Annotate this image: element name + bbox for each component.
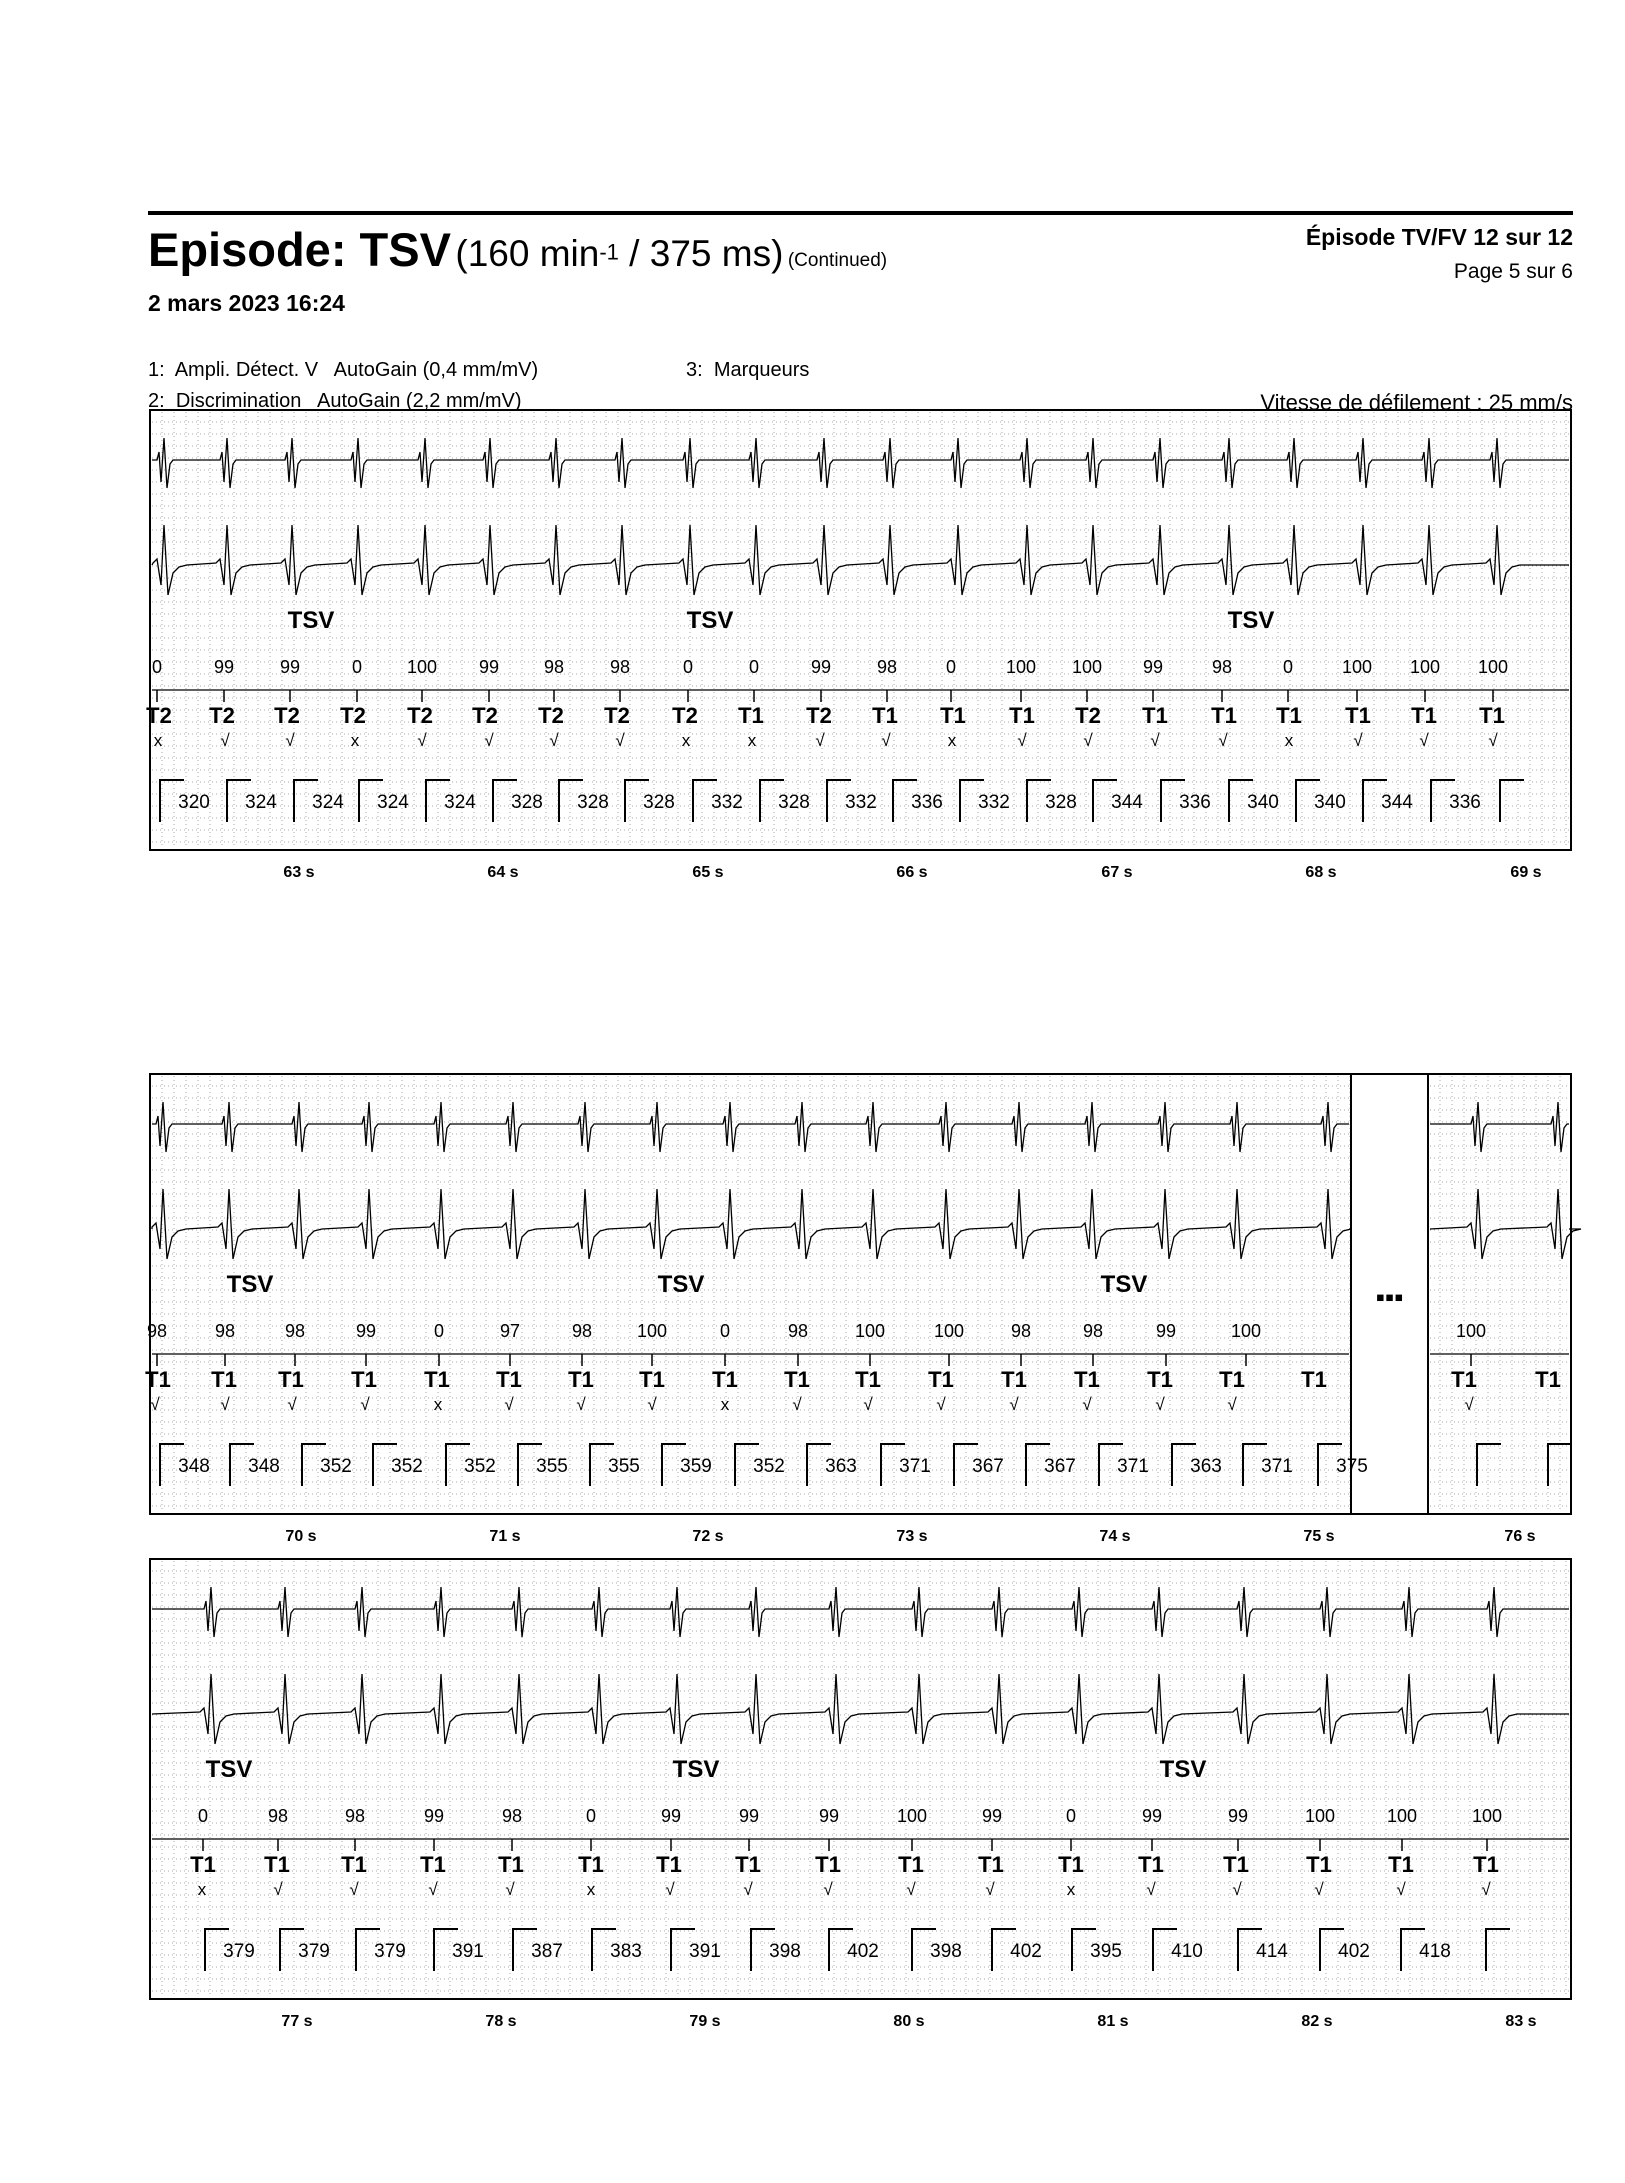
interval-value: 379 [223, 1941, 255, 1962]
time-label: 75 s [1303, 1528, 1335, 1545]
beat-marker: T1 [1001, 1367, 1027, 1392]
beat-check: x [747, 731, 757, 750]
beat-check: √ [1481, 1880, 1491, 1899]
beat-marker: T1 [898, 1852, 924, 1877]
beat-check: √ [1146, 1880, 1156, 1899]
beat-check: √ [815, 731, 825, 750]
ecg-strip-2 [0, 1074, 1625, 1554]
interval-value: 398 [930, 1941, 962, 1962]
beat-marker: T1 [1276, 703, 1302, 728]
time-label: 74 s [1099, 1528, 1131, 1545]
beat-check: √ [615, 731, 625, 750]
interval-value: 328 [511, 792, 543, 813]
title-rate: (160 min [455, 233, 600, 274]
beat-check: √ [417, 731, 427, 750]
time-label: 67 s [1101, 864, 1133, 881]
time-label: 72 s [692, 1528, 724, 1545]
beat-marker: T1 [498, 1852, 524, 1877]
beat-check: √ [1464, 1395, 1474, 1414]
beat-marker: T1 [1219, 1367, 1245, 1392]
interval-value: 352 [464, 1456, 496, 1477]
percent-label: 99 [355, 1321, 377, 1341]
percent-label: 100 [896, 1806, 928, 1826]
beat-marker: T2 [274, 703, 300, 728]
beat-marker: T1 [815, 1852, 841, 1877]
percent-label: 98 [146, 1321, 168, 1341]
interval-value: 336 [1449, 792, 1481, 813]
beat-check: √ [360, 1395, 370, 1414]
beat-marker: T1 [1223, 1852, 1249, 1877]
beat-marker: T1 [1301, 1367, 1327, 1392]
percent-label: 98 [876, 657, 898, 677]
percent-label: 100 [1304, 1806, 1336, 1826]
beat-marker: T1 [738, 703, 764, 728]
beat-marker: T1 [1211, 703, 1237, 728]
title-prefix: Episode: TSV [148, 223, 451, 276]
beat-check: x [153, 731, 163, 750]
title-continued: (Continued) [787, 250, 888, 271]
interval-value: 414 [1256, 1941, 1288, 1962]
time-label: 68 s [1305, 864, 1337, 881]
beat-check: √ [881, 731, 891, 750]
episode-count: Épisode TV/FV 12 sur 12 [1305, 224, 1573, 250]
percent-label: 98 [1082, 1321, 1104, 1341]
beat-marker: T1 [1074, 1367, 1100, 1392]
time-label: 78 s [485, 2013, 517, 2030]
percent-label: 100 [1409, 657, 1441, 677]
percent-label: 0 [197, 1806, 209, 1826]
interval-value: 340 [1314, 792, 1346, 813]
beat-check: √ [285, 731, 295, 750]
time-label: 64 s [487, 864, 519, 881]
beat-check: √ [863, 1395, 873, 1414]
ecg-grid [152, 412, 1569, 848]
rhythm-label: TSV [205, 1756, 253, 1783]
beat-marker: T1 [190, 1852, 216, 1877]
interval-value: 324 [312, 792, 344, 813]
beat-check: √ [665, 1880, 675, 1899]
beat-check: √ [1009, 1395, 1019, 1414]
rhythm-label: TSV [1159, 1756, 1207, 1783]
percent-label: 98 [543, 657, 565, 677]
time-label: 81 s [1097, 2013, 1129, 2030]
percent-label: 100 [1005, 657, 1037, 677]
percent-label: 98 [787, 1321, 809, 1341]
percent-label: 97 [499, 1321, 521, 1341]
percent-label: 99 [1227, 1806, 1249, 1826]
rhythm-label: TSV [686, 607, 734, 634]
episode-title [148, 223, 888, 276]
beat-check: √ [428, 1880, 438, 1899]
interval-value: 387 [531, 1941, 563, 1962]
percent-label: 100 [636, 1321, 668, 1341]
interval-value: 410 [1171, 1941, 1203, 1962]
percent-label: 98 [501, 1806, 523, 1826]
beat-marker: T1 [1535, 1367, 1561, 1392]
beat-check: √ [273, 1880, 283, 1899]
strip-frame [150, 1074, 1571, 1514]
percent-label: 0 [1065, 1806, 1077, 1826]
percent-label: 98 [1211, 657, 1233, 677]
percent-label: 98 [267, 1806, 289, 1826]
interval-value: 402 [1010, 1941, 1042, 1962]
interval-value: 328 [643, 792, 675, 813]
interval-value: 379 [298, 1941, 330, 1962]
interval-value: 363 [825, 1456, 857, 1477]
time-label: 63 s [283, 864, 315, 881]
beat-check: √ [484, 731, 494, 750]
ecg-strip-1 [0, 410, 1625, 890]
percent-label: 98 [214, 1321, 236, 1341]
beat-marker: T1 [1345, 703, 1371, 728]
percent-label: 0 [719, 1321, 731, 1341]
beat-marker: T1 [341, 1852, 367, 1877]
header-rule [148, 211, 1573, 215]
beat-check: x [1284, 731, 1294, 750]
beat-marker: T1 [1306, 1852, 1332, 1877]
interval-value: 402 [1338, 1941, 1370, 1962]
strip-frame [150, 1559, 1571, 1999]
percent-label: 99 [981, 1806, 1003, 1826]
beat-marker: T1 [1142, 703, 1168, 728]
scroll-speed: Vitesse de défilement : 25 mm/s [1260, 390, 1573, 415]
percent-label: 100 [1477, 657, 1509, 677]
ecg-strip-3 [0, 1559, 1625, 2039]
ecg-trace-channel-2 [152, 1674, 1569, 1744]
beat-check: √ [349, 1880, 359, 1899]
beat-marker: T2 [209, 703, 235, 728]
beat-marker: T1 [278, 1367, 304, 1392]
percent-label: 99 [213, 657, 235, 677]
channel-3-name: Marqueurs [713, 359, 810, 381]
percent-label: 99 [818, 1806, 840, 1826]
beat-marker: T1 [940, 703, 966, 728]
interval-value: 348 [248, 1456, 280, 1477]
beat-check: √ [1017, 731, 1027, 750]
beat-marker: T1 [639, 1367, 665, 1392]
percent-label: 99 [478, 657, 500, 677]
beat-marker: T1 [1058, 1852, 1084, 1877]
beat-marker: T1 [1147, 1367, 1173, 1392]
beat-check: √ [1419, 731, 1429, 750]
beat-marker: T1 [264, 1852, 290, 1877]
beat-marker: T2 [806, 703, 832, 728]
percent-label: 0 [351, 657, 363, 677]
beat-check: x [350, 731, 360, 750]
beat-marker: T1 [855, 1367, 881, 1392]
beat-marker: T1 [1138, 1852, 1164, 1877]
interval-value: 336 [911, 792, 943, 813]
channel-2-gain: AutoGain (2,2 mm/mV) [316, 390, 522, 412]
beat-marker: T1 [420, 1852, 446, 1877]
beat-marker: T2 [672, 703, 698, 728]
time-label: 76 s [1504, 1528, 1536, 1545]
beat-check: x [720, 1395, 730, 1414]
channel-2-name: Discrimination [175, 390, 302, 412]
interval-value: 418 [1419, 1941, 1451, 1962]
beat-check: √ [823, 1880, 833, 1899]
beat-marker: T2 [407, 703, 433, 728]
page-number: Page 5 sur 6 [1453, 260, 1573, 283]
beat-check: √ [1488, 731, 1498, 750]
time-label: 65 s [692, 864, 724, 881]
channel-1-number: 1: [148, 359, 165, 381]
time-label: 79 s [689, 2013, 721, 2030]
episode-date: 2 mars 2023 16:24 [148, 290, 345, 316]
interval-value: 332 [845, 792, 877, 813]
beat-marker: T1 [1009, 703, 1035, 728]
percent-label: 99 [738, 1806, 760, 1826]
beat-check: √ [220, 731, 230, 750]
beat-marker: T2 [604, 703, 630, 728]
rhythm-label: TSV [1227, 607, 1275, 634]
channel-3-legend [686, 359, 809, 382]
channel-2-number: 2: [148, 390, 165, 412]
percent-label: 0 [682, 657, 694, 677]
interval-value: 348 [178, 1456, 210, 1477]
beat-marker: T2 [340, 703, 366, 728]
interval-value: 328 [577, 792, 609, 813]
interval-value: 336 [1179, 792, 1211, 813]
interval-value: 340 [1247, 792, 1279, 813]
beat-check: x [197, 1880, 207, 1899]
interval-value: 355 [536, 1456, 568, 1477]
interval-value: 375 [1336, 1456, 1368, 1477]
beat-marker: T1 [784, 1367, 810, 1392]
rhythm-label: TSV [287, 607, 335, 634]
beat-marker: T1 [656, 1852, 682, 1877]
time-label: 71 s [489, 1528, 521, 1545]
beat-marker: T1 [578, 1852, 604, 1877]
interval-bracket [1477, 1444, 1501, 1486]
beat-marker: T1 [928, 1367, 954, 1392]
time-label: 73 s [896, 1528, 928, 1545]
interval-value: 391 [689, 1941, 721, 1962]
percent-label: 99 [660, 1806, 682, 1826]
beat-check: x [433, 1395, 443, 1414]
rhythm-label: TSV [672, 1756, 720, 1783]
beat-check: √ [792, 1395, 802, 1414]
ecg-trace-channel-2 [152, 525, 1569, 595]
beat-check: √ [906, 1880, 916, 1899]
interval-value: 324 [377, 792, 409, 813]
interval-value: 367 [1044, 1456, 1076, 1477]
beat-check: √ [1155, 1395, 1165, 1414]
interval-value: 344 [1111, 792, 1143, 813]
interval-value: 352 [320, 1456, 352, 1477]
interval-value: 328 [1045, 792, 1077, 813]
beat-check: √ [1232, 1880, 1242, 1899]
percent-label: 99 [810, 657, 832, 677]
percent-label: 0 [945, 657, 957, 677]
interval-value: 363 [1190, 1456, 1222, 1477]
interval-value: 355 [608, 1456, 640, 1477]
rhythm-label: TSV [657, 1271, 705, 1298]
beat-marker: T1 [1473, 1852, 1499, 1877]
interval-value: 324 [444, 792, 476, 813]
beat-marker: T2 [472, 703, 498, 728]
beat-marker: T1 [351, 1367, 377, 1392]
interval-value: 402 [847, 1941, 879, 1962]
interval-value: 367 [972, 1456, 1004, 1477]
interval-value: 332 [711, 792, 743, 813]
percent-label: 98 [609, 657, 631, 677]
percent-label: 100 [1071, 657, 1103, 677]
time-label: 83 s [1505, 2013, 1537, 2030]
time-label: 82 s [1301, 2013, 1333, 2030]
percent-label: 99 [1142, 657, 1164, 677]
beat-check: √ [150, 1395, 160, 1414]
ecg-trace-channel-2 [1430, 1189, 1581, 1259]
interval-value: 328 [778, 792, 810, 813]
beat-check: √ [1314, 1880, 1324, 1899]
time-label: 80 s [893, 2013, 925, 2030]
percent-label: 100 [1341, 657, 1373, 677]
beat-check: √ [647, 1395, 657, 1414]
beat-marker: T1 [1479, 703, 1505, 728]
beat-check: √ [504, 1395, 514, 1414]
rhythm-label: TSV [226, 1271, 274, 1298]
beat-check: x [1066, 1880, 1076, 1899]
interval-value: 352 [753, 1456, 785, 1477]
time-label: 69 s [1510, 864, 1542, 881]
beat-check: √ [1227, 1395, 1237, 1414]
beat-check: √ [1218, 731, 1228, 750]
percent-label: 0 [748, 657, 760, 677]
interval-value: 379 [374, 1941, 406, 1962]
percent-label: 100 [854, 1321, 886, 1341]
percent-label: 100 [1471, 1806, 1503, 1826]
interval-value: 398 [769, 1941, 801, 1962]
interval-value: 324 [245, 792, 277, 813]
percent-label: 99 [279, 657, 301, 677]
interval-value: 371 [899, 1456, 931, 1477]
channel-1-legend [148, 359, 538, 382]
percent-label: 100 [406, 657, 438, 677]
time-label: 66 s [896, 864, 928, 881]
percent-label: 98 [571, 1321, 593, 1341]
percent-label: 98 [344, 1806, 366, 1826]
beat-marker: T1 [872, 703, 898, 728]
beat-check: x [681, 731, 691, 750]
ecg-trace-channel-2 [152, 1189, 1351, 1259]
percent-label: 99 [1155, 1321, 1177, 1341]
title-interval: / 375 ms) [618, 233, 784, 274]
percent-label: 0 [433, 1321, 445, 1341]
percent-label: 0 [585, 1806, 597, 1826]
percent-label: 99 [1141, 1806, 1163, 1826]
beat-check: √ [1083, 731, 1093, 750]
beat-marker: T1 [424, 1367, 450, 1392]
beat-marker: T1 [712, 1367, 738, 1392]
beat-marker: T1 [568, 1367, 594, 1392]
beat-check: x [586, 1880, 596, 1899]
gap-ellipsis: ▪▪▪ [1375, 1282, 1404, 1312]
beat-check: x [947, 731, 957, 750]
beat-check: √ [1150, 731, 1160, 750]
beat-check: √ [985, 1880, 995, 1899]
interval-value: 391 [452, 1941, 484, 1962]
channel-1-gain: AutoGain (0,4 mm/mV) [333, 359, 539, 381]
interval-value: 320 [178, 792, 210, 813]
percent-label: 100 [933, 1321, 965, 1341]
channel-3-number: 3: [686, 359, 703, 381]
beat-marker: T2 [146, 703, 172, 728]
time-label: 77 s [281, 2013, 313, 2030]
beat-marker: T1 [1388, 1852, 1414, 1877]
beat-marker: T2 [1075, 703, 1101, 728]
beat-check: √ [287, 1395, 297, 1414]
interval-value: 383 [610, 1941, 642, 1962]
beat-check: √ [549, 731, 559, 750]
beat-check: √ [576, 1395, 586, 1414]
beat-marker: T2 [538, 703, 564, 728]
percent-label: 98 [1010, 1321, 1032, 1341]
interval-value: 395 [1090, 1941, 1122, 1962]
ecg-grid [152, 1076, 1350, 1512]
percent-label: 0 [1282, 657, 1294, 677]
beat-marker: T1 [496, 1367, 522, 1392]
percent-label: 0 [151, 657, 163, 677]
percent-label: 100 [1386, 1806, 1418, 1826]
interval-value: 371 [1261, 1456, 1293, 1477]
channel-1-name: Ampli. Détect. V [174, 359, 319, 381]
interval-value: 371 [1117, 1456, 1149, 1477]
beat-check: √ [220, 1395, 230, 1414]
beat-check: √ [1353, 731, 1363, 750]
beat-check: √ [936, 1395, 946, 1414]
beat-check: √ [505, 1880, 515, 1899]
interval-bracket [1500, 780, 1524, 822]
beat-check: √ [1082, 1395, 1092, 1414]
beat-marker: T1 [211, 1367, 237, 1392]
title-rate-exponent: -1 [599, 239, 619, 265]
beat-marker: T1 [145, 1367, 171, 1392]
percent-label: 100 [1455, 1321, 1487, 1341]
percent-label: 98 [284, 1321, 306, 1341]
beat-marker: T1 [978, 1852, 1004, 1877]
interval-value: 332 [978, 792, 1010, 813]
percent-label: 99 [423, 1806, 445, 1826]
percent-label: 100 [1230, 1321, 1262, 1341]
beat-marker: T1 [1411, 703, 1437, 728]
time-label: 70 s [285, 1528, 317, 1545]
beat-marker: T1 [1451, 1367, 1477, 1392]
interval-value: 352 [391, 1456, 423, 1477]
interval-value: 359 [680, 1456, 712, 1477]
beat-check: √ [1396, 1880, 1406, 1899]
beat-marker: T1 [735, 1852, 761, 1877]
beat-check: √ [743, 1880, 753, 1899]
interval-value: 344 [1381, 792, 1413, 813]
rhythm-label: TSV [1100, 1271, 1148, 1298]
